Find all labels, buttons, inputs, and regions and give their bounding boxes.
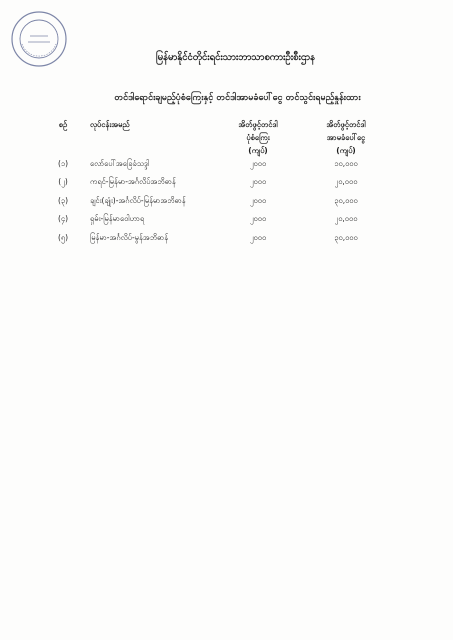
column-header-deposit-line3: (ကျပ်) [336,146,356,155]
row-number: (၄) [57,214,69,223]
document-title: တင်ဒါရောင်းချမည့်ပုံစံကြေးနှင့် တင်ဒါအာမခံပေါ်ငွေ တင်သွင်းရမည့်နှုန်းထား [114,93,361,103]
row-deposit: ၃၀,၀၀၀ [334,196,358,205]
table-row [0,211,453,226]
row-number: (၅) [57,233,69,242]
column-header-route: လုပ်ငန်းအမည် [90,120,130,129]
row-form-fee: ၂၀၀၀ [249,159,267,168]
table-row [0,230,453,245]
column-header-form-fee-line2: ပုံစံကြေး [246,133,270,142]
column-header-deposit [306,118,386,157]
column-header-no: စဉ် [58,120,68,129]
row-number: (၁) [57,159,69,168]
row-route: ကရင်-မြန်မာ-အင်္ဂလိပ်အဘိဓာန် [90,177,176,186]
table-row [0,156,453,171]
row-route: ချင်း(ချုံး)-အင်္ဂလိပ်-မြန်မာအဘိဓာန် [90,196,186,205]
table-row [0,193,453,208]
row-deposit: ၂၀,၀၀၀ [334,177,358,186]
table-row [0,174,453,189]
column-header-form-fee-line1: အိတ်ဖွင့်တင်ဒါ [238,120,278,129]
row-deposit: ၃၀,၀၀၀ [334,233,358,242]
column-header-deposit-line1: အိတ်ဖွင့်တင်ဒါ [326,120,366,129]
row-deposit: ၁၀,၀၀၀ [334,159,358,168]
row-route: လော်ပေါ်အခြေခံသဒ္ဒါ [90,159,150,168]
row-form-fee: ၂၀၀၀ [249,214,267,223]
row-form-fee: ၂၀၀၀ [249,196,267,205]
row-route: မြန်မာ-အင်္ဂလိပ်-မွန်အဘိဓာန် [90,233,169,242]
row-number: (၂) [58,177,68,186]
column-header-deposit-line2: အာမခံပေါ်ငွေ [326,133,366,142]
row-form-fee: ၂၀၀၀ [249,177,267,186]
row-form-fee: ၂၀၀၀ [249,233,267,242]
row-deposit: ၂၀,၀၀၀ [334,214,358,223]
organization-title: မြန်မာနိုင်ငံတိုင်းရင်းသားဘာသာစကားဦးစီးဌာန [156,52,315,63]
row-route: ရှမ်း-မြန်မာဝေါဟာရ [90,214,145,223]
column-header-form-fee [222,118,294,157]
row-number: (၃) [57,196,69,205]
column-header-form-fee-line3: (ကျပ်) [248,146,268,155]
